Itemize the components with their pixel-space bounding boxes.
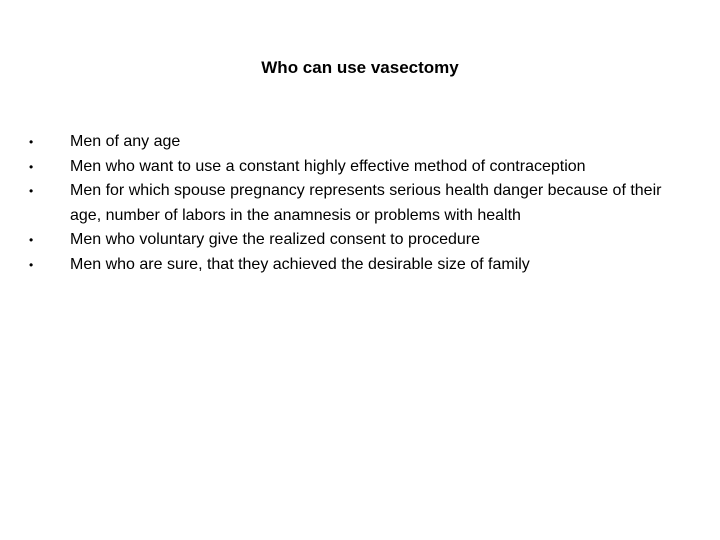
bullet-icon: • [29,184,34,198]
list-item [26,130,696,155]
list-item-text: Men who want to use a constant highly effective method of contraception [70,157,586,175]
list-item [26,155,696,180]
bullet-list [26,130,696,277]
slide-title: Who can use vasectomy [261,58,459,77]
list-item [26,253,696,278]
list-item-text: Men who voluntary give the realized consent to procedure [70,231,481,248]
bullet-icon: • [29,257,34,272]
list-item-text: Men for which spouse pregnancy represents serious health danger because of their age, number of labors in the anamnesis or problems with health [70,182,662,224]
list-item [26,179,696,228]
list-item [26,228,696,253]
bullet-icon: • [29,159,34,174]
bullet-icon: • [29,135,34,149]
list-item-text: Men of any age [70,133,181,150]
bullet-icon: • [29,233,34,247]
list-item-text: Men who are sure, that they achieved the desirable size of family [70,255,530,273]
